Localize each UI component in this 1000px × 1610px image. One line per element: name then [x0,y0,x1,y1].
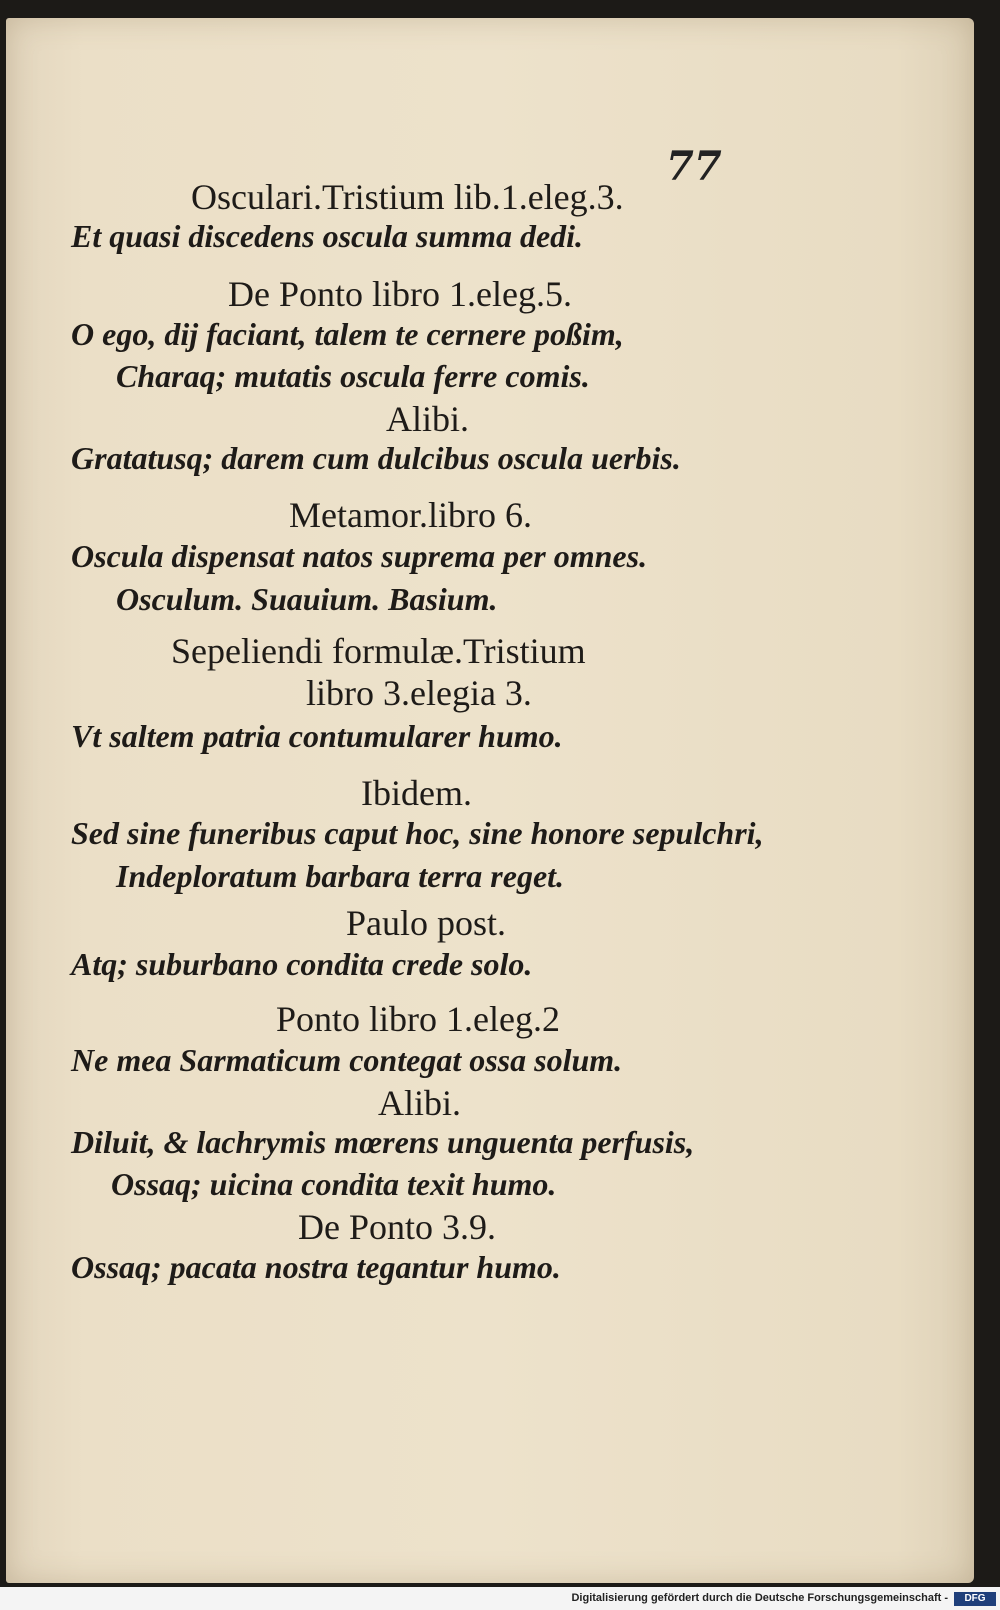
verse-line: Oscula dispensat natos suprema per omnes. [71,538,648,574]
verse-line: Ossaq; uicina condita texit humo. [111,1166,557,1202]
verse-line: O ego, dij faciant, talem te cernere poßim, [71,316,624,352]
heading-de-ponto-3-9: De Ponto 3.9. [298,1207,496,1247]
heading-paulo-post: Paulo post. [346,903,507,943]
verse-line: Ne mea Sarmaticum contegat ossa solum. [71,1042,623,1078]
heading-ibidem: Ibidem. [361,773,472,813]
heading-ponto-1-2: Ponto libro 1.eleg.2 [276,999,560,1039]
funding-credit: Digitalisierung gefördert durch die Deutsche Forschungsgemeinschaft - [571,1592,948,1604]
verse-line: Atq; suburbano condita crede solo. [71,946,533,982]
verse-line: Charaq; mutatis oscula ferre comis. [116,358,590,394]
verse-line: Et quasi discedens oscula summa dedi. [71,218,584,254]
verse-line: Indeploratum barbara terra reget. [116,858,565,894]
verse-line: Diluit, & lachrymis mœrens unguenta perfusis, [71,1124,695,1160]
heading-alibi: Alibi. [378,1083,462,1123]
heading-sepeliendi-cont: libro 3.elegia 3. [306,673,532,713]
page-number: 77 [666,143,722,190]
book-page [6,18,974,1583]
verse-line: Ossaq; pacata nostra tegantur humo. [71,1249,561,1285]
verse-line: Osculum. Suauium. Basium. [116,581,498,617]
verse-line: Gratatusq; darem cum dulcibus oscula uerbis. [71,440,681,476]
heading-de-ponto-1-5: De Ponto libro 1.eleg.5. [228,274,572,314]
dfg-logo: DFG [954,1592,996,1606]
digitization-footer [0,1587,1000,1610]
heading-osculari: Osculari.Tristium lib.1.eleg.3. [191,177,624,217]
heading-alibi: Alibi. [386,399,470,439]
heading-sepeliendi: Sepeliendi formulæ.Tristium [171,631,586,671]
verse-line: Sed sine funeribus caput hoc, sine honore sepulchri, [71,815,764,851]
verse-line: Vt saltem patria contumularer humo. [71,718,563,754]
heading-metamor: Metamor.libro 6. [289,495,532,535]
